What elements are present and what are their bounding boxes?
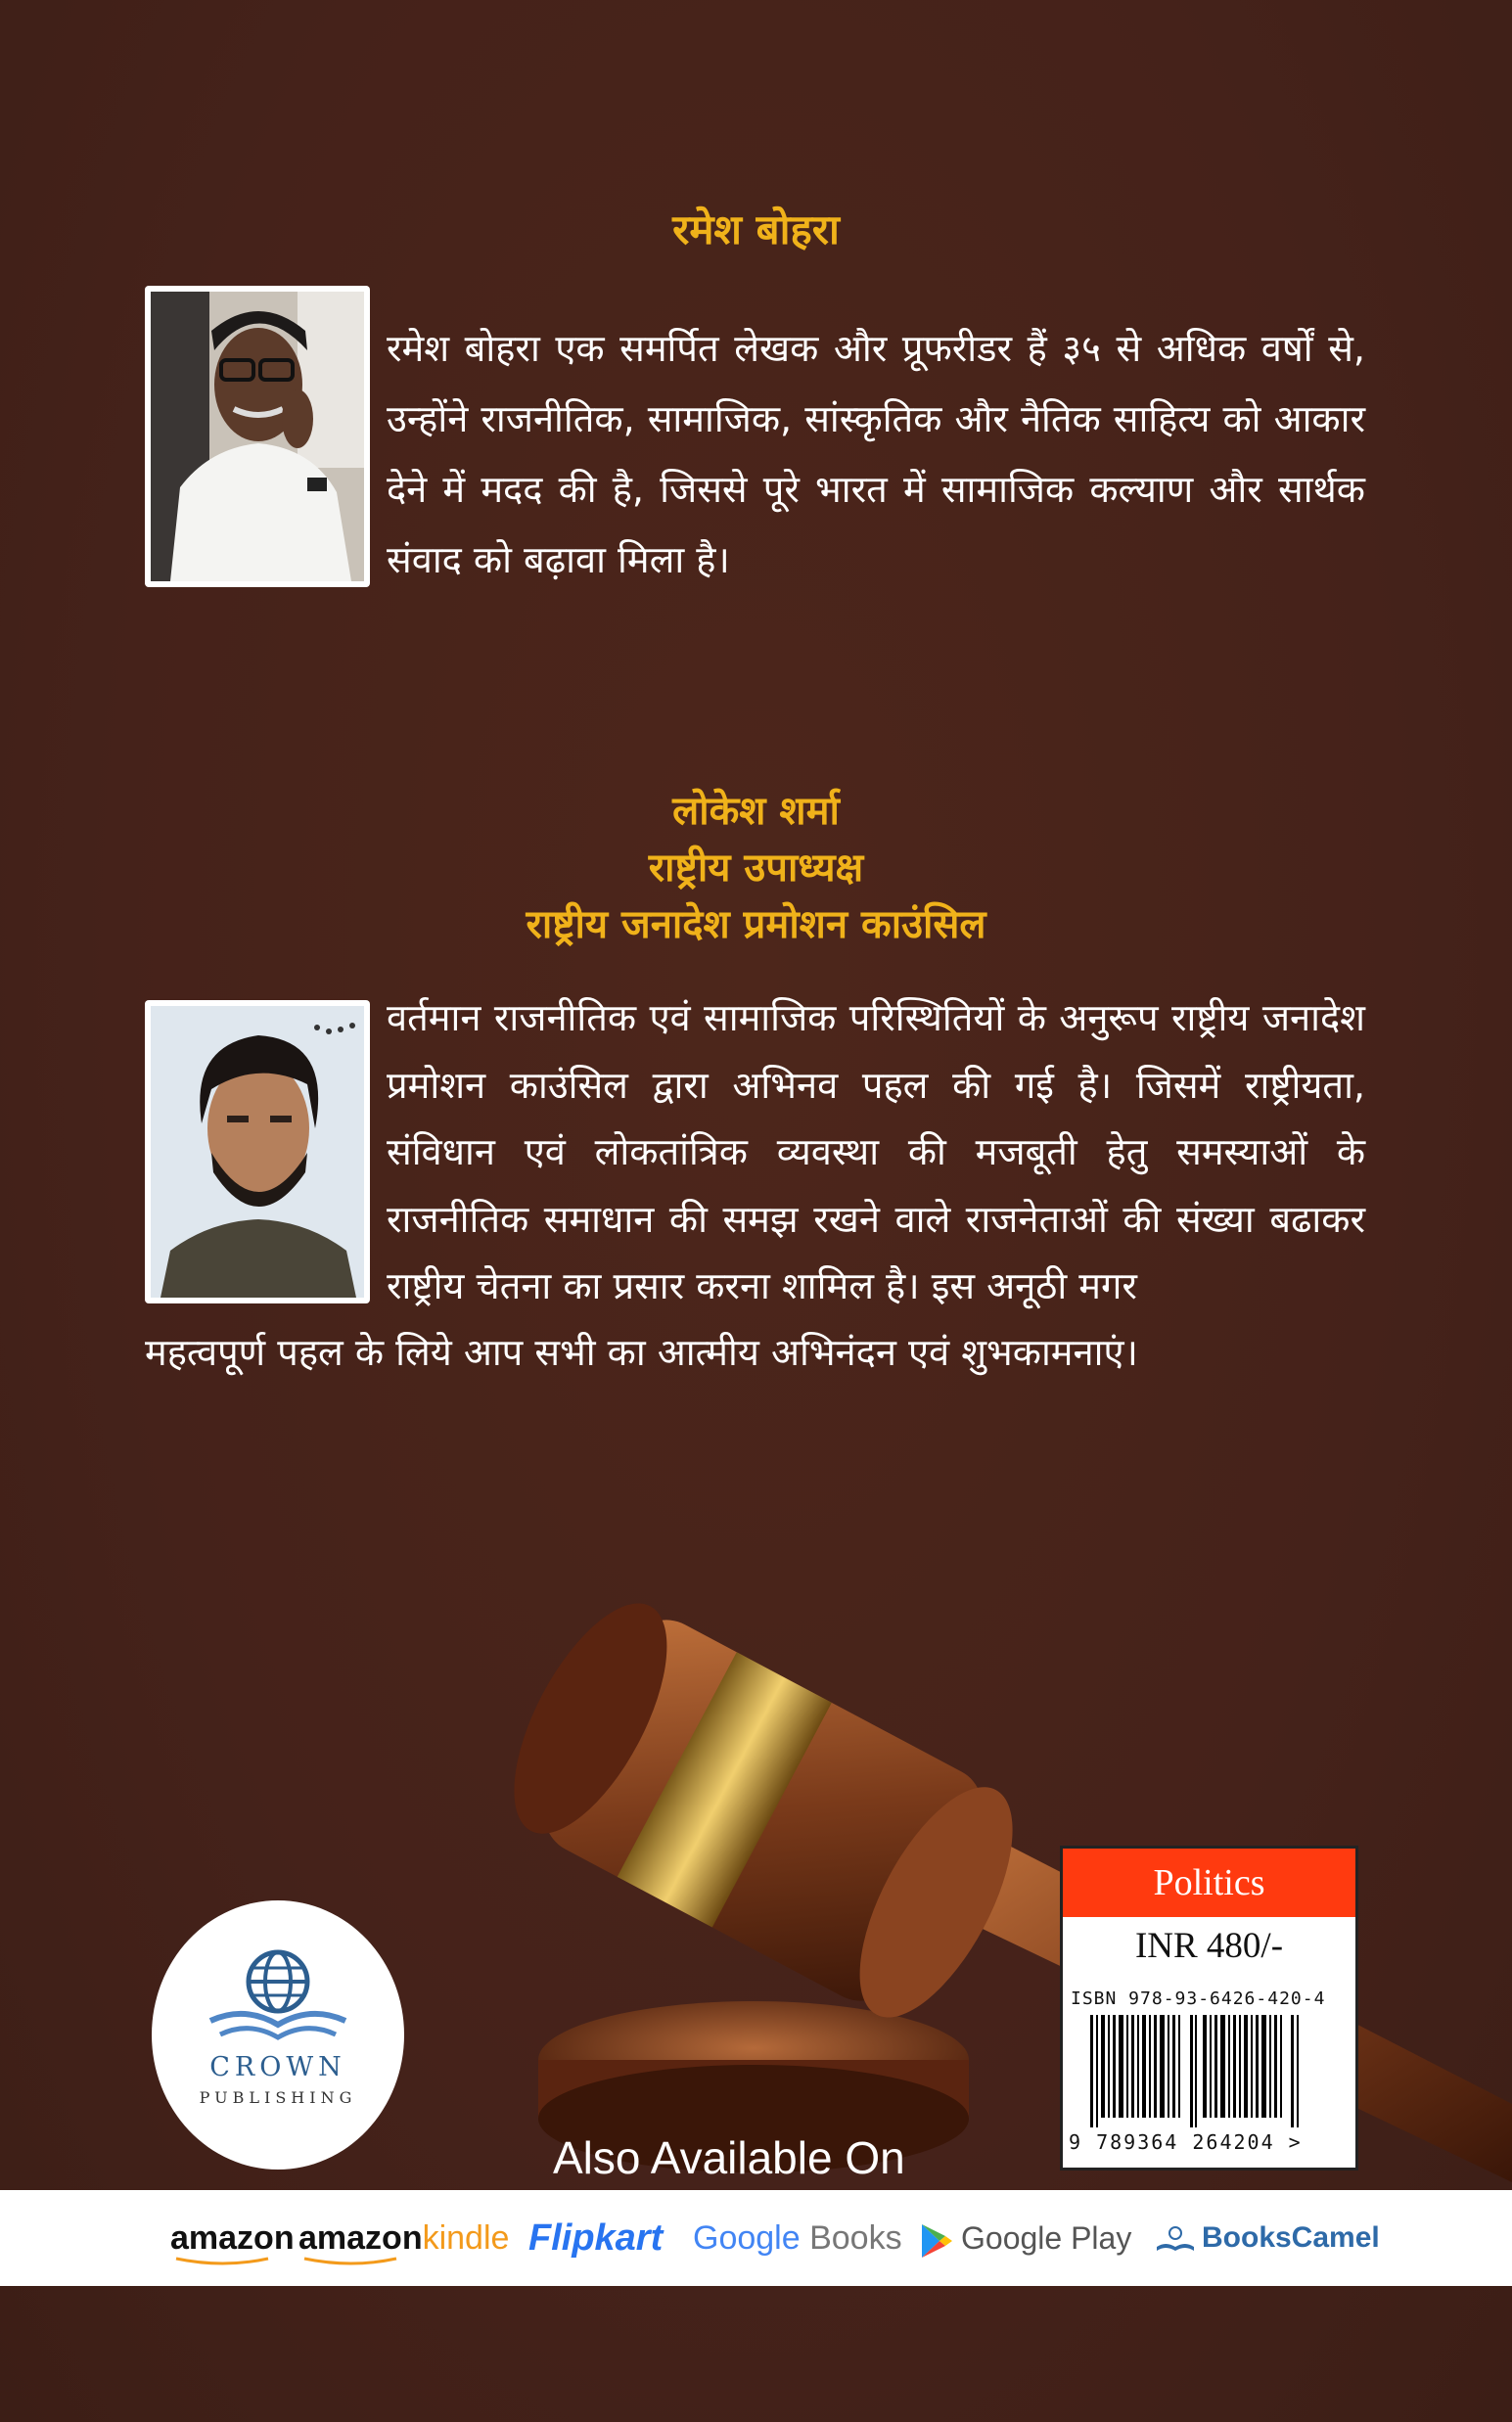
also-available-label: Also Available On [553, 2132, 905, 2183]
price-label: INR 480/- [1134, 1926, 1284, 1966]
amazon-kindle-smile-icon [302, 2257, 400, 2266]
category-label: Politics [1063, 1849, 1355, 1917]
google-play-icon [920, 2222, 953, 2260]
google-play-logo [920, 2216, 1131, 2264]
barcode-number: 9 789364 264204 > [1069, 2130, 1303, 2154]
publisher-logo [152, 1900, 404, 2170]
google-books-text-b: Books [800, 2219, 902, 2257]
amazon-kindle-logo [298, 2216, 509, 2264]
google-books-logo [693, 2216, 902, 2264]
globe-book-icon [206, 1944, 350, 2047]
author1-bio: रमेश बोहरा एक समर्पित लेखक और प्रूफरीडर हैं ३५ से अधिक वर्षों से, उन्होंने राजनीतिक, सामाजिक, सांस्कृतिक और नैतिक साहित्य को आकार देने में मदद की है, जिससे पूरे भारत में सामाजिक कल्याण और सार्थक संवाद को बढ़ावा मिला है। [387, 327, 1365, 581]
author1-photo [145, 286, 370, 587]
publisher-name: CROWN [209, 2052, 346, 2082]
isbn-text: ISBN 978-93-6426-420-4 [1071, 1988, 1326, 2009]
amazon-logo [170, 2216, 295, 2264]
bookscamel-text: BooksCamel [1202, 2221, 1380, 2254]
flipkart-logo: Flipkart [528, 2217, 664, 2259]
amazon-kindle-text-a: amazon [298, 2219, 423, 2257]
author2-heading [0, 783, 1512, 953]
book-icon [1155, 2223, 1196, 2255]
author1-name: रमेश बोहरा [672, 206, 840, 253]
publisher-subtitle: PUBLISHING [199, 2088, 357, 2107]
author2-title: राष्ट्रीय उपाध्यक्ष [648, 845, 864, 891]
barcode [1090, 2015, 1301, 2127]
google-play-text: Google Play [961, 2220, 1132, 2256]
google-books-text-a: Google [693, 2219, 801, 2257]
amazon-smile-icon [174, 2257, 272, 2266]
store-logos-bar [0, 2190, 1512, 2286]
author2-photo [145, 1000, 370, 1303]
amazon-kindle-text-b: kindle [422, 2219, 510, 2257]
author2-org: राष्ट्रीय जनादेश प्रमोशन काउंसिल [526, 902, 986, 947]
bookscamel-logo [1155, 2216, 1380, 2264]
amazon-text: amazon [170, 2219, 295, 2257]
price-isbn-box [1060, 1846, 1358, 2171]
author2-bio-wrapped: वर्तमान राजनीतिक एवं सामाजिक परिस्थितियों के अनुरूप राष्ट्रीय जनादेश प्रमोशन काउंसिल द्वारा अभिनव पहल की गई है। जिसमें राष्ट्रीयता, संविधान एवं लोकतांत्रिक व्यवस्था की मजबूती हेतु समस्याओं के राजनीतिक समाधान की समझ रखने वाले राजनेताओं की संख्या बढाकर राष्ट्रीय चेतना का प्रसार करना शामिल है। इस अनूठी मगर [387, 996, 1366, 1307]
author2-bio-continued: महत्वपूर्ण पहल के लिये आप सभी का आत्मीय अभिनंदन एवं शुभकामनाएं। [145, 1331, 1138, 1374]
author2-name: लोकेश शर्मा [672, 789, 840, 834]
